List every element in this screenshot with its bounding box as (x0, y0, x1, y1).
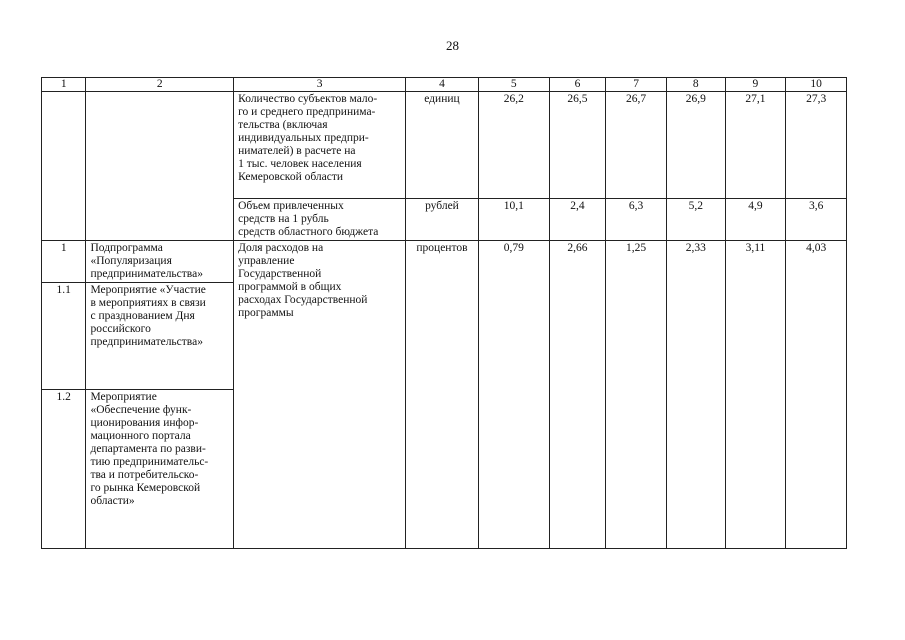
row-number-cell: 1.2 (42, 390, 86, 549)
header-cell: 5 (478, 78, 549, 92)
value-cell: 4,9 (725, 199, 786, 241)
row-number-cell: 1.1 (42, 283, 86, 390)
value-cell: 6,3 (606, 199, 667, 241)
value-cell: 1,25 (606, 241, 667, 549)
header-cell: 10 (786, 78, 847, 92)
value-cell: 5,2 (666, 199, 725, 241)
value-cell: 0,79 (478, 241, 549, 549)
value-cell: 27,3 (786, 92, 847, 199)
program-indicators-table (41, 77, 847, 549)
header-cell: 2 (86, 78, 234, 92)
unit-cell: единиц (406, 92, 479, 199)
value-cell: 26,7 (606, 92, 667, 199)
program-name-cell: Мероприятие «Участие в мероприятиях в связи с празднованием Дня российского предпринимательства» (86, 283, 234, 390)
program-name-cell: Мероприятие «Обеспечение функ- ционирования инфор- мационного портала департамента по разви- тию предпринимательс- тва и потребительско- го рынка Кемеровской области» (86, 390, 234, 549)
indicator-cell: Объем привлеченных средств на 1 рубль средств областного бюджета (234, 199, 406, 241)
value-cell: 3,6 (786, 199, 847, 241)
header-cell: 7 (606, 78, 667, 92)
table-header-row (42, 78, 847, 92)
value-cell: 27,1 (725, 92, 786, 199)
value-cell: 26,5 (549, 92, 606, 199)
value-cell: 3,11 (725, 241, 786, 549)
program-name-cell (86, 92, 234, 241)
row-number-cell (42, 92, 86, 241)
header-cell: 8 (666, 78, 725, 92)
header-cell: 3 (234, 78, 406, 92)
value-cell: 26,2 (478, 92, 549, 199)
indicator-cell: Доля расходов на управление Государственной программой в общих расходах Государственной программы (234, 241, 406, 549)
value-cell: 10,1 (478, 199, 549, 241)
program-name-cell: Подпрограмма «Популяризация предпринимательства» (86, 241, 234, 283)
table-row (42, 241, 847, 283)
unit-cell: процентов (406, 241, 479, 549)
value-cell: 2,66 (549, 241, 606, 549)
header-cell: 1 (42, 78, 86, 92)
header-cell: 9 (725, 78, 786, 92)
row-number-cell: 1 (42, 241, 86, 283)
value-cell: 2,4 (549, 199, 606, 241)
header-cell: 4 (406, 78, 479, 92)
value-cell: 26,9 (666, 92, 725, 199)
indicator-cell: Количество субъектов мало- го и среднего предпринима- тельства (включая индивидуальных предпри- нимателей) в расчете на 1 тыс. человек населения Кемеровской области (234, 92, 406, 199)
unit-cell: рублей (406, 199, 479, 241)
page-number: 28 (446, 38, 459, 53)
value-cell: 2,33 (666, 241, 725, 549)
value-cell: 4,03 (786, 241, 847, 549)
header-cell: 6 (549, 78, 606, 92)
table-row (42, 92, 847, 199)
